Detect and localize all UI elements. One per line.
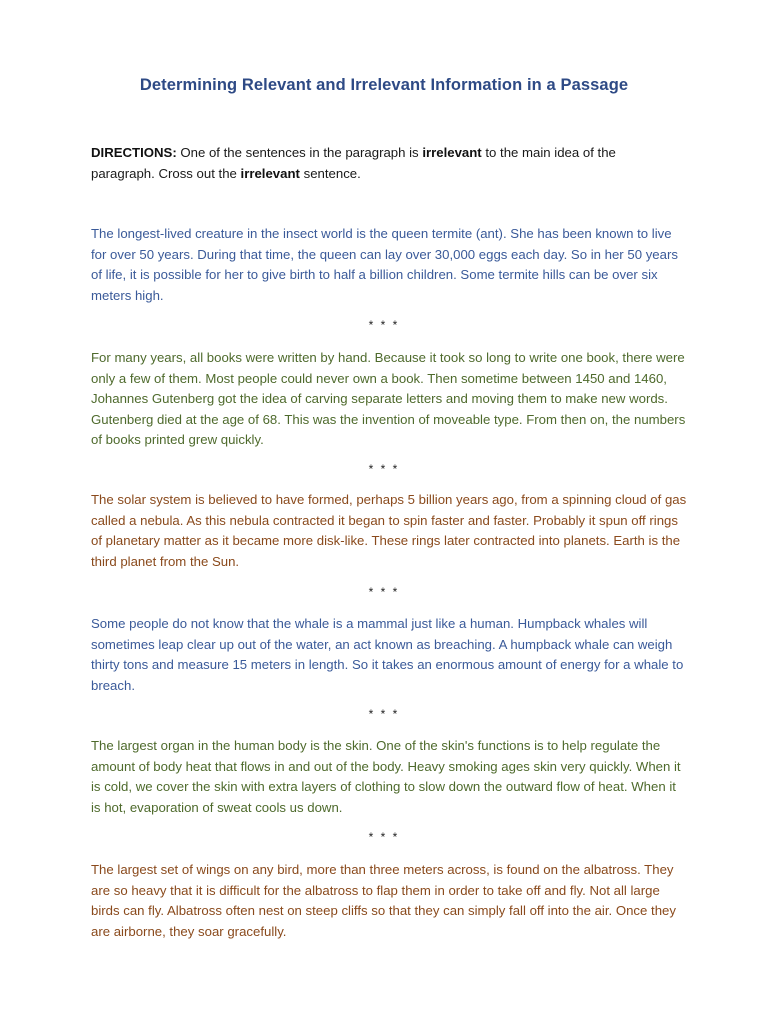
directions — [91, 143, 651, 184]
paragraph-termite: The longest-lived creature in the insect world is the queen termite (ant). She has been known to live for over 50 years. During that time, the queen can lay over 30,000 eggs each day. So in her 50 years of life, it is possible for her to give birth to half a billion children. Some termite hills can be over six meters high. — [91, 226, 678, 303]
separator: * * * — [368, 707, 400, 721]
directions-bold-2: irrelevant — [240, 165, 300, 181]
directions-label: DIRECTIONS: — [91, 145, 177, 160]
separator: * * * — [368, 318, 400, 332]
directions-text-1: One of the sentences in the paragraph is — [176, 145, 423, 160]
paragraph-albatross: The largest set of wings on any bird, more than three meters across, is found on the albatross. They are so heavy that it is difficult for the albatross to flap them in order to take off and fly. Not all large birds can fly. Albatross often nest on steep cliffs so that they can simply fall off into the air. Once they are airborne, they soar gracefully. — [91, 862, 676, 939]
paragraph-skin: The largest organ in the human body is the skin. One of the skin's functions is to help regulate the amount of body heat that flows in and out of the body. Heavy smoking ages skin very quickly. When it is cold, we cover the skin with extra layers of clothing to slow down the outward flow of heat. When it is hot, evaporation of sweat cools us down. — [91, 738, 681, 815]
directions-text-2: to the main idea of the paragraph. Cross out the — [91, 145, 616, 181]
page-title: Determining Relevant and Irrelevant Information in a Passage — [139, 76, 629, 94]
directions-text-3: sentence. — [299, 165, 361, 181]
separator: * * * — [368, 585, 400, 599]
directions-bold-1: irrelevant — [422, 145, 482, 160]
paragraph-books: For many years, all books were written by hand. Because it took so long to write one book, there were only a few of them. Most people could never own a book. Then sometime between 1450 and 1460, Johannes Gutenberg got the idea of carving separate letters and moving them to make new words. Gutenberg died at the age of 68. This was the invention of moveable type. From then on, the numbers of books printed grew quickly. — [91, 350, 686, 447]
paragraph-whale: Some people do not know that the whale is a mammal just like a human. Humpback whales will sometimes leap clear up out of the water, an act known as breaching. A humpback whale can weigh thirty tons and measure 15 meters in length. So it takes an enormous amount of energy for a whale to breach. — [91, 616, 684, 693]
paragraph-solar-system: The solar system is believed to have formed, perhaps 5 billion years ago, from a spinning cloud of gas called a nebula. As this nebula contracted it began to spin faster and faster. Probably it spun off rings of planetary matter as it became more disk-like. These rings later contracted into planets. Earth is the third planet from the Sun. — [91, 492, 687, 569]
separator: * * * — [368, 830, 400, 844]
separator: * * * — [368, 462, 400, 476]
